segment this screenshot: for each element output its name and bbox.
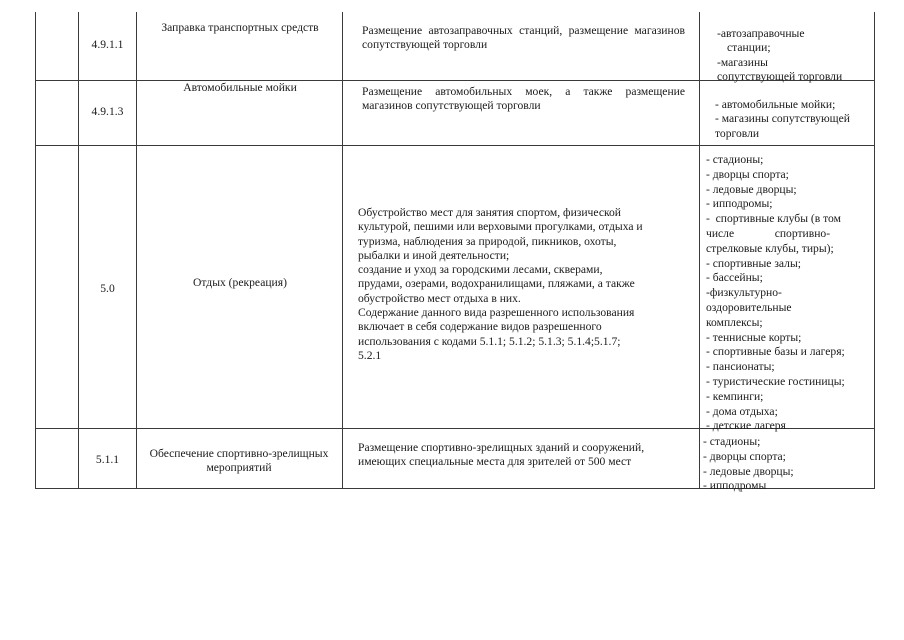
example-item: - туристические гостиницы;: [706, 374, 845, 388]
description-line: туризма, наблюдения за природой, пикников, охоты,: [358, 234, 617, 248]
description-line: рыбалки и иной деятельности;: [358, 248, 510, 262]
example-item: - спортивные базы и лагеря;: [706, 345, 845, 359]
example-item: -автозаправочные: [717, 27, 805, 40]
table-border-left: [35, 12, 36, 489]
description-line: Размещение спортивно-зрелищных зданий и сооружений,: [358, 441, 645, 454]
row-description: Размещение автомобильных моек, а также размещение магазинов сопутствующей торговли: [362, 85, 685, 113]
example-item: - ледовые дворцы;: [703, 464, 794, 478]
example-item: - теннисные корты;: [706, 330, 802, 344]
example-item: -физкультурно-: [706, 286, 782, 300]
example-item: - спортивные залы;: [706, 256, 801, 270]
example-item: - дворцы спорта;: [703, 449, 786, 463]
description-line: прудами, озерами, водохранилищами, пляжами, а также: [358, 277, 635, 291]
example-item: - ледовые дворцы;: [706, 182, 797, 196]
description-line: Обустройство мест для занятия спортом, физической: [358, 206, 622, 219]
description-line: обустройство мест отдыха в них.: [358, 291, 521, 305]
example-item: - кемпинги;: [706, 389, 764, 403]
description-line: имеющих специальные места для зрителей от 500 мест: [358, 455, 632, 469]
row-code: 4.9.1.1: [91, 38, 124, 51]
example-item: - ипподромы;: [706, 197, 773, 211]
row-code: 4.9.1.3: [91, 105, 124, 118]
description-line: создание и уход за городскими лесами, скверами,: [358, 263, 603, 277]
row-use-name: Автомобильные мойки: [183, 81, 297, 94]
column-divider-4: [699, 12, 700, 489]
row-examples: [715, 98, 873, 141]
column-divider-1: [78, 12, 79, 489]
example-item: оздоровительные: [706, 300, 792, 314]
example-item: - бассейны;: [706, 271, 763, 285]
example-item: торговли: [715, 126, 760, 140]
row-divider-2: [35, 145, 875, 146]
row-examples: [717, 27, 872, 84]
description-line: Содержание данного вида разрешенного использования: [358, 306, 635, 320]
description-line: использования с кодами 5.1.1; 5.1.2; 5.1.3; 5.1.4;5.1.7;: [358, 334, 621, 348]
example-item: сопутствующей торговли: [717, 69, 843, 83]
description-line: включает в себя содержание видов разрешенного: [358, 320, 602, 334]
example-item: - магазины сопутствующей: [715, 112, 850, 126]
row-use-name: Отдых (рекреация): [193, 276, 287, 289]
example-item: - автомобильные мойки;: [715, 98, 836, 111]
example-item: станции;: [727, 41, 771, 55]
example-item: - пансионаты;: [706, 360, 775, 374]
example-item: числе спортивно-: [706, 226, 831, 240]
row-code: 5.0: [100, 282, 115, 295]
row-code: 5.1.1: [95, 453, 120, 466]
example-item: - дворцы спорта;: [706, 167, 789, 181]
row-description: [358, 441, 696, 470]
example-item: - стадионы;: [706, 153, 764, 166]
example-item: стрелковые клубы, тиры);: [706, 241, 834, 255]
description-line: культурой, пешими или верховыми прогулками, отдыха и: [358, 220, 643, 234]
example-item: - стадионы;: [703, 435, 761, 448]
example-item: - дома отдыха;: [706, 404, 778, 418]
example-item: - ипподромы: [703, 479, 767, 493]
column-divider-2: [136, 12, 137, 489]
row-use-name: Заправка транспортных средств: [161, 21, 319, 34]
example-item: -магазины: [717, 55, 768, 69]
example-item: - детские лагеря: [706, 419, 786, 433]
example-item: - спортивные клубы (в том: [706, 212, 841, 226]
description-line: 5.2.1: [358, 348, 382, 362]
column-divider-3: [342, 12, 343, 489]
row-examples: [703, 435, 873, 494]
row-description: Размещение автозаправочных станций, размещение магазинов сопутствующей торговли: [362, 24, 685, 52]
row-use-name: Обеспечение спортивно-зрелищных мероприятий: [149, 447, 329, 475]
row-examples: [706, 153, 873, 434]
example-item: комплексы;: [706, 315, 763, 329]
row-description: [358, 206, 688, 363]
table-border-right: [874, 12, 875, 489]
